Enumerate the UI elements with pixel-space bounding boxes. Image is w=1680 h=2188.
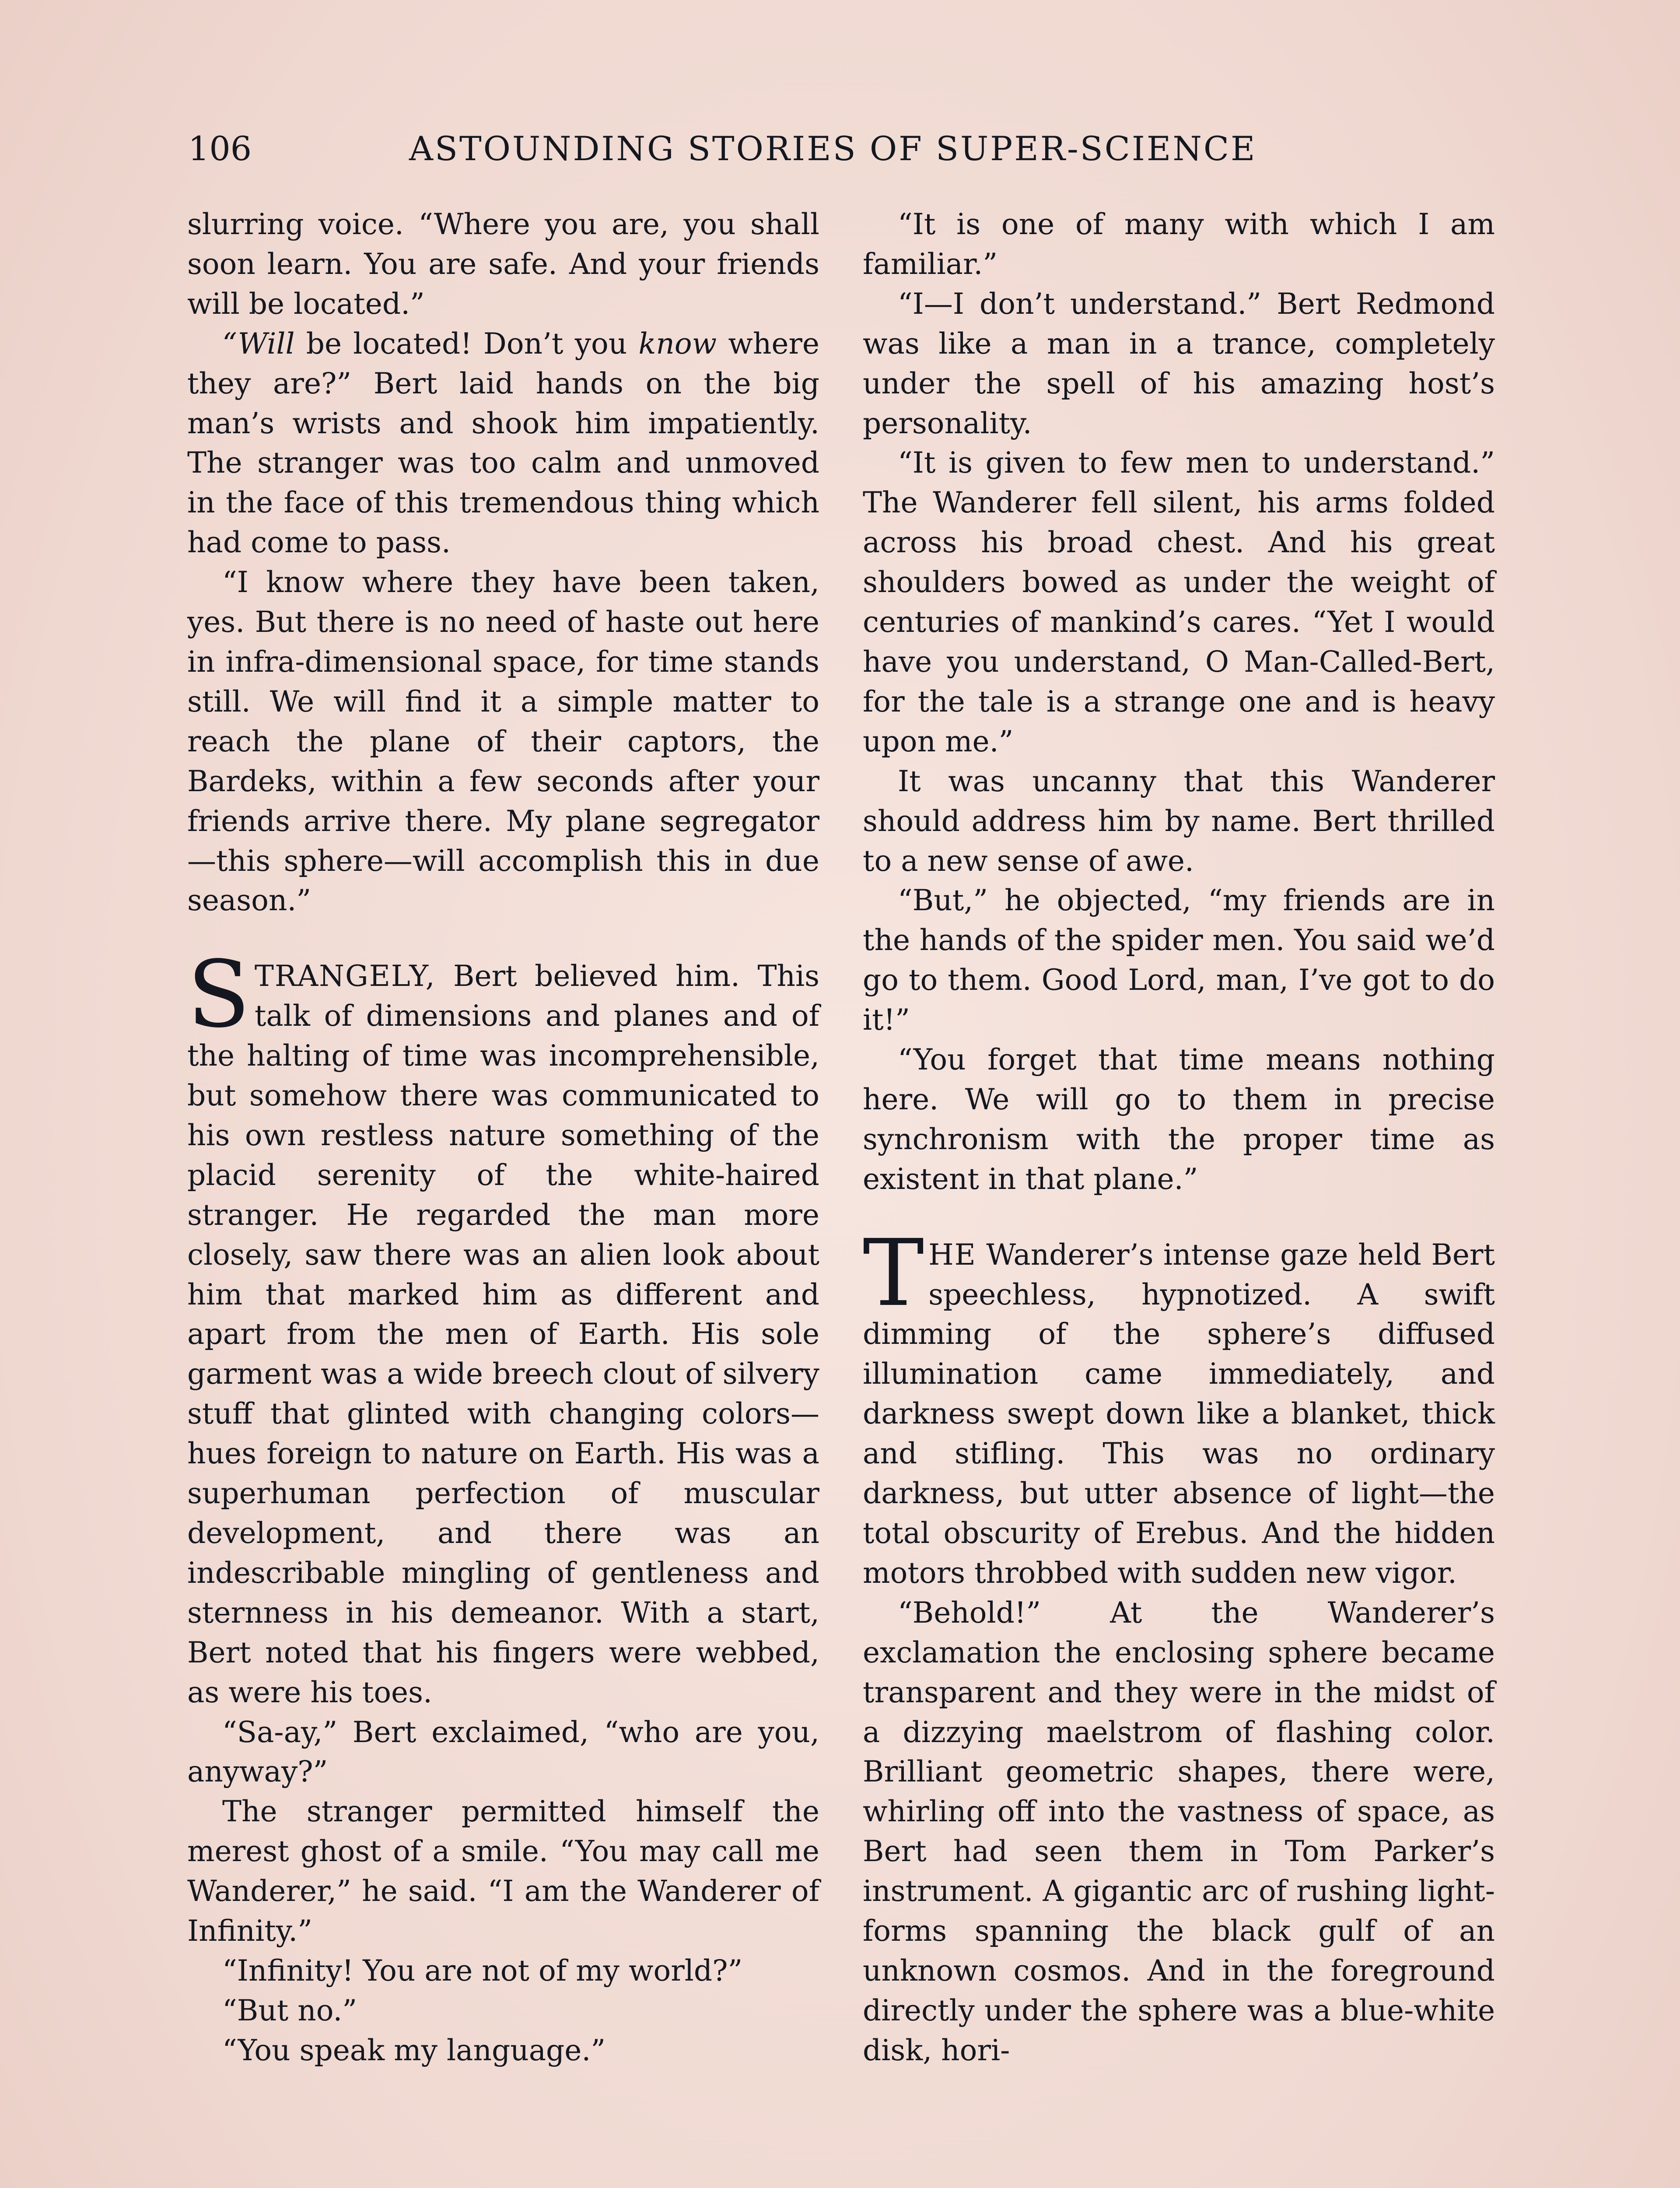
paragraph: “But no.” — [222, 1993, 357, 2027]
section-break — [187, 921, 819, 957]
drop-cap: S — [187, 941, 250, 1048]
paragraph: “It is given to few men to understand.” The Wanderer fell silent, his arms folded across his broad chest. And his great shoulders bowed as under the weight of centuries of mankind’s cares. “Yet I would have you understand, O Man-Called-Bert, for the tale is a strange one and is heavy upon me.” — [863, 446, 1495, 758]
page-header — [188, 125, 1334, 173]
section-opening-paragraph — [187, 941, 819, 1712]
paragraph-text: be located! Don’t you — [294, 326, 639, 361]
paragraph: “You forget that time means nothing here. We will go to them in precise synchronism with the proper time as existent in that plane.” — [863, 1043, 1495, 1196]
paragraph: The stranger permitted himself the merest ghost of a smile. “You may call me Wanderer,” he said. “I am the Wanderer of Infinity.” — [187, 1795, 819, 1948]
paragraph: “Behold!” At the Wanderer’s exclamation the enclosing sphere became transparent and they were in the midst of a dizzying maelstrom of flashing color. Brilliant geometric shapes, there were, whirling off into the vastness of space, as Bert had seen them in Tom Parker’s instrument. A gigantic arc of rushing light-forms spanning the black gulf of an unknown cosmos. And in the foreground directly under the sphere was a blue-white disk, hori- — [863, 1595, 1495, 2067]
section-break — [863, 1199, 1495, 1235]
emphasis: “Will — [222, 326, 295, 361]
emphasis: know — [638, 326, 717, 361]
paragraph-text: where they are?” Bert laid hands on the big man’s wrists and shook him impatiently. The stranger was too calm and unmoved in the face of this tremendous thing which had come to pass. — [187, 326, 819, 560]
paragraph: It was uncanny that this Wanderer should address him by name. Bert thrilled to a new sense of awe. — [863, 764, 1495, 878]
paragraph-text: Wanderer’s intense gaze held Bert speechless, hypnotized. A swift dimming of the sphere’s diffused illumination came immediately, and darkness swept down like a blanket, thick and stifling. This was no ordinary darkness, but utter absence of light—the total obscurity of Erebus. And the hidden motors throbbed with sudden new vigor. — [863, 1238, 1495, 1590]
paragraph: “You speak my language.” — [222, 2033, 606, 2067]
paragraph: “Infinity! You are not of my world?” — [222, 1953, 743, 1988]
left-column — [187, 205, 819, 2071]
paragraph: “Sa-ay,” Bert exclaimed, “who are you, anyway?” — [187, 1715, 819, 1789]
drop-cap: T — [863, 1219, 924, 1327]
running-head: ASTOUNDING STORIES OF SUPER-SCIENCE — [409, 129, 1257, 168]
lead-caps: TRANGELY, — [254, 959, 436, 993]
paragraph: “I—I don’t understand.” Bert Redmond was like a man in a trance, completely under the spell of his amazing host’s personality. — [863, 287, 1495, 440]
page-number: 106 — [188, 129, 252, 168]
paragraph: “I know where they have been taken, yes. But there is no need of haste out here in infra-dimensional space, for time stands still. We will find it a simple matter to reach the plane of their captors, the Bardeks, within a few seconds after your friends arrive there. My plane segregator—this sphere—will accomplish this in due season.” — [187, 565, 819, 918]
paragraph — [187, 324, 819, 563]
right-column — [863, 205, 1495, 2071]
section-opening-paragraph — [863, 1219, 1495, 1593]
paragraph: “But,” he objected, “my friends are in the hands of the spider men. You said we’d go to them. Good Lord, man, I’ve got to do it!” — [863, 884, 1495, 1037]
paragraph: slurring voice. “Where you are, you shall soon learn. You are safe. And your friends will be located.” — [187, 207, 819, 321]
paragraph-text: Bert believed him. This talk of dimensions and planes and of the halting of time was incomprehensible, but somehow there was communicated to his own restless nature something of the placid serenity of the white-haired stranger. He regarded the man more closely, saw there was an alien look about him that marked him as different and apart from the men of Earth. His sole garment was a wide breech clout of silvery stuff that glinted with changing colors—hues foreign to nature on Earth. His was a superhuman perfection of muscular development, and there was an indescribable mingling of gentleness and sternness in his demeanor. With a start, Bert noted that his fingers were webbed, as were his toes. — [187, 959, 819, 1709]
paragraph: “It is one of many with which I am familiar.” — [863, 207, 1495, 281]
lead-caps: HE — [928, 1238, 976, 1272]
